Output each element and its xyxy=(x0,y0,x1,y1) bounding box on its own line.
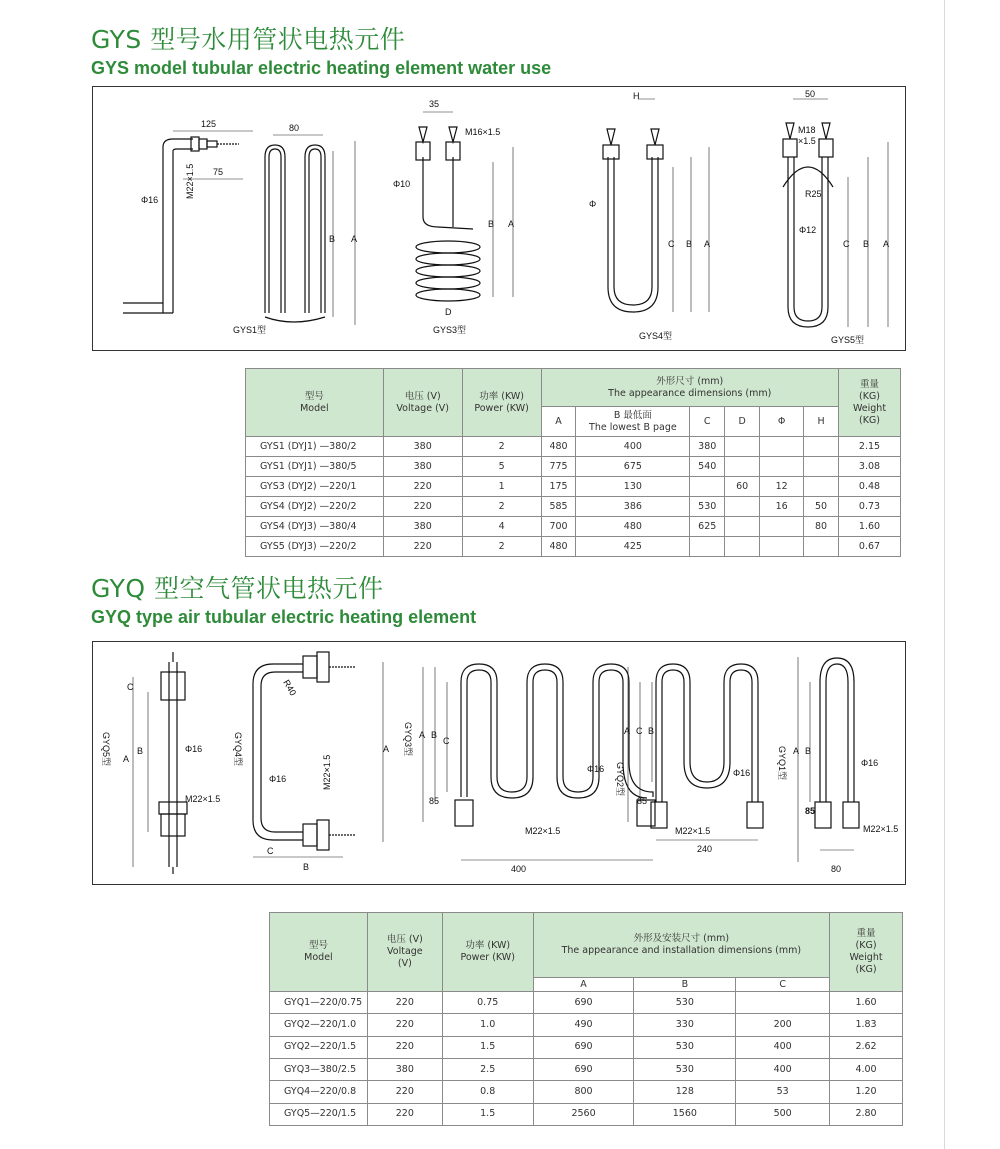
gyq-cell: 220 xyxy=(367,1081,442,1103)
dim-m22-gyq1: M22×1.5 xyxy=(863,824,899,834)
gys-title-en: GYS model tubular electric heating element water use xyxy=(91,58,552,78)
gys-cell: 130 xyxy=(576,477,690,497)
dim-r25: R25 xyxy=(805,189,822,199)
gys-cell xyxy=(725,457,760,477)
gyq-cell: 220 xyxy=(367,992,442,1014)
dim-phi16: Φ16 xyxy=(141,195,159,205)
caption-gyq4: GYQ4型 xyxy=(233,732,243,767)
gys-cell: 175 xyxy=(541,477,576,497)
gys-cell: GYS1 (DYJ1) —380/2 xyxy=(246,437,384,457)
dim-a-gyq5: A xyxy=(123,754,130,764)
gyq-cell: 1.60 xyxy=(830,992,903,1014)
gyq-cell: 690 xyxy=(533,1059,634,1081)
gys-cell: 3.08 xyxy=(839,457,901,477)
dim-85-gyq1: 85 xyxy=(805,806,816,816)
gyq-cell: 1.5 xyxy=(442,1036,533,1058)
dim-m22-gyq5: M22×1.5 xyxy=(185,794,221,804)
dim-b-gyq5: B xyxy=(137,746,144,756)
dim-phi16-gyq1: Φ16 xyxy=(861,758,879,768)
gyq-table-row xyxy=(270,1081,903,1103)
gys-cell: 5 xyxy=(462,457,541,477)
gys-cell xyxy=(760,517,804,537)
gys-table-row xyxy=(246,497,901,517)
gys-cell: 220 xyxy=(383,537,462,557)
dim-m22: M22×1.5 xyxy=(185,163,195,199)
gyq-title-en: GYQ type air tubular electric heating element xyxy=(91,607,477,627)
gys-cell xyxy=(804,457,839,477)
dim-b-gys1: B xyxy=(329,234,336,244)
dim-r40: R40 xyxy=(281,678,299,698)
gys-cell: 0.73 xyxy=(839,497,901,517)
gys-cell xyxy=(725,517,760,537)
dim-c-gys4: C xyxy=(668,239,675,249)
caption-gyq5: GYQ5型 xyxy=(101,732,111,767)
gys-cell: 2 xyxy=(462,497,541,517)
gyq-cell: 1.5 xyxy=(442,1103,533,1125)
dim-b-gys4: B xyxy=(686,239,693,249)
dim-phi16-gyq5: Φ16 xyxy=(185,744,203,754)
gys-cell: GYS3 (DYJ2) —220/1 xyxy=(246,477,384,497)
caption-gyq3: GYQ3型 xyxy=(403,722,413,757)
dim-a-gys1: A xyxy=(351,234,358,244)
dim-a-gyq3: A xyxy=(419,730,426,740)
gys-cell: 220 xyxy=(383,497,462,517)
gys-cell: 425 xyxy=(576,537,690,557)
gyq-cell: GYQ5—220/1.5 xyxy=(270,1103,368,1125)
gyq-cell: 690 xyxy=(533,1036,634,1058)
gyq-cell: 380 xyxy=(367,1059,442,1081)
dim-a-gyq4: A xyxy=(383,744,390,754)
gyq-cell: 530 xyxy=(634,1059,736,1081)
gys-cell: 625 xyxy=(690,517,725,537)
gys-cell: 60 xyxy=(725,477,760,497)
dim-125: 125 xyxy=(201,119,217,129)
dim-85-gyq2: 85 xyxy=(637,796,648,806)
gys-cell: 16 xyxy=(760,497,804,517)
gyq-table-row xyxy=(270,1059,903,1081)
caption-gys1: GYS1型 xyxy=(233,325,267,335)
dim-b-gyq3: B xyxy=(431,730,438,740)
gyq-cell: 0.75 xyxy=(442,992,533,1014)
gys-cell: 380 xyxy=(383,517,462,537)
gys-table-row xyxy=(246,477,901,497)
gyq-table-row xyxy=(270,1014,903,1036)
dim-b-gyq1: B xyxy=(805,746,812,756)
gyq-cell: 800 xyxy=(533,1081,634,1103)
gys-cell: GYS4 (DYJ2) —220/2 xyxy=(246,497,384,517)
gys-spec-table xyxy=(245,368,901,557)
gyq-cell: 1.20 xyxy=(830,1081,903,1103)
gys-cell xyxy=(804,477,839,497)
gyq-header-power: 功率 (KW) Power (KW) xyxy=(442,913,533,992)
gys-drawings xyxy=(93,87,905,350)
gyq-cell: 500 xyxy=(736,1103,830,1125)
dim-phi12: Φ12 xyxy=(799,225,817,235)
gys-cell: 380 xyxy=(383,457,462,477)
gys-cell xyxy=(690,477,725,497)
gyq-header-voltage: 电压 (V) Voltage (V) xyxy=(367,913,442,992)
gyq-cell: 330 xyxy=(634,1014,736,1036)
gys-cell xyxy=(725,437,760,457)
gyq-cell: 220 xyxy=(367,1103,442,1125)
gyq-cell: 1.0 xyxy=(442,1014,533,1036)
gyq-header-weight: 重量 (KG) Weight (KG) xyxy=(830,913,903,992)
gyq-cell: 690 xyxy=(533,992,634,1014)
gys-cell: 220 xyxy=(383,477,462,497)
gyq-cell: 530 xyxy=(634,1036,736,1058)
dim-50: 50 xyxy=(805,89,816,99)
dim-85-gyq3: 85 xyxy=(429,796,440,806)
dim-a-gyq1: A xyxy=(793,746,800,756)
dim-phi-gys4: Φ xyxy=(589,199,597,209)
gys-cell: 1 xyxy=(462,477,541,497)
dim-c-gyq3: C xyxy=(443,736,450,746)
gyq-table-row xyxy=(270,1036,903,1058)
gyq-sub-a: A xyxy=(533,977,634,991)
gys-cell: 585 xyxy=(541,497,576,517)
gys-cell xyxy=(760,437,804,457)
gyq-cell: 4.00 xyxy=(830,1059,903,1081)
dim-m18-b: ×1.5 xyxy=(798,136,816,146)
gyq-cell: 220 xyxy=(367,1014,442,1036)
gyq-cell: 128 xyxy=(634,1081,736,1103)
dim-b-gyq2: B xyxy=(648,726,655,736)
dim-35: 35 xyxy=(429,99,440,109)
gyq-cell: GYQ4—220/0.8 xyxy=(270,1081,368,1103)
dim-m22-gyq2: M22×1.5 xyxy=(675,826,711,836)
gyq-cell: 2560 xyxy=(533,1103,634,1125)
gys-cell: 0.67 xyxy=(839,537,901,557)
gyq-cell: 200 xyxy=(736,1014,830,1036)
dim-b-gyq4: B xyxy=(303,862,310,872)
gys-cell: 2 xyxy=(462,537,541,557)
gys-cell xyxy=(690,537,725,557)
gys-cell: 2 xyxy=(462,437,541,457)
gys-header-weight: 重量 (KG) Weight (KG) xyxy=(839,369,901,437)
gys-header-voltage: 电压 (V) Voltage (V) xyxy=(383,369,462,437)
gys-cell: 1.60 xyxy=(839,517,901,537)
gyq-cell: 1.83 xyxy=(830,1014,903,1036)
dim-m16: M16×1.5 xyxy=(465,127,501,137)
gys-header-model: 型号 Model xyxy=(246,369,384,437)
gys-table-row xyxy=(246,437,901,457)
gys-cell xyxy=(760,537,804,557)
gys-cell: 480 xyxy=(541,437,576,457)
gyq-cell: 400 xyxy=(736,1059,830,1081)
gys-cell: GYS5 (DYJ3) —220/2 xyxy=(246,537,384,557)
dim-c-gyq4: C xyxy=(267,846,274,856)
gys-cell: 380 xyxy=(383,437,462,457)
dim-phi16-gyq4: Φ16 xyxy=(269,774,287,784)
dim-a-gyq2: A xyxy=(624,726,631,736)
page-divider-line xyxy=(944,0,945,1149)
gys-title-cn: GYS 型号水用管状电热元件 xyxy=(91,25,406,54)
gyq-cell: 490 xyxy=(533,1014,634,1036)
dim-m22-gyq3: M22×1.5 xyxy=(525,826,561,836)
gyq-table-row xyxy=(270,1103,903,1125)
gyq-header-dimensions: 外形及安装尺寸 (mm) The appearance and installation dimensions (mm) xyxy=(533,913,829,978)
gys-header-dimensions: 外形尺寸 (mm) The appearance dimensions (mm) xyxy=(541,369,838,407)
gyq-drawing-panel xyxy=(92,641,906,885)
dim-h: H xyxy=(633,91,640,101)
gys-cell: 2.15 xyxy=(839,437,901,457)
dim-80-gyq1: 80 xyxy=(831,864,842,874)
dim-80: 80 xyxy=(289,123,300,133)
gys-cell: 480 xyxy=(541,537,576,557)
dim-a-gys3: A xyxy=(508,219,515,229)
gys-cell: 480 xyxy=(576,517,690,537)
gyq-cell: GYQ1—220/0.75 xyxy=(270,992,368,1014)
gys-cell: 4 xyxy=(462,517,541,537)
dim-b-gys3: B xyxy=(488,219,495,229)
gys-table-row xyxy=(246,457,901,477)
gys-cell: 12 xyxy=(760,477,804,497)
caption-gyq2: GYQ2型 xyxy=(615,762,625,797)
gys-sub-b: B 最低面 The lowest B page xyxy=(576,407,690,437)
gyq-cell xyxy=(736,992,830,1014)
gys-cell: 530 xyxy=(690,497,725,517)
gyq-cell: GYQ3—380/2.5 xyxy=(270,1059,368,1081)
gys-cell xyxy=(804,437,839,457)
gyq-drawings xyxy=(93,642,905,884)
gys-cell: 386 xyxy=(576,497,690,517)
gyq-sub-b: B xyxy=(634,977,736,991)
gys-drawing-panel xyxy=(92,86,906,351)
gys-cell: 0.48 xyxy=(839,477,901,497)
gyq-cell: 220 xyxy=(367,1036,442,1058)
gyq-cell: 2.80 xyxy=(830,1103,903,1125)
gys-cell xyxy=(804,537,839,557)
caption-gys4: GYS4型 xyxy=(639,331,673,341)
gyq-cell: GYQ2—220/1.5 xyxy=(270,1036,368,1058)
gys-cell: GYS4 (DYJ3) —380/4 xyxy=(246,517,384,537)
gys-cell: 400 xyxy=(576,437,690,457)
caption-gyq1: GYQ1型 xyxy=(777,746,787,781)
gys-cell xyxy=(725,497,760,517)
gys-cell: 540 xyxy=(690,457,725,477)
gys-cell: 675 xyxy=(576,457,690,477)
dim-m22-gyq4: M22×1.5 xyxy=(322,754,332,790)
dim-b-gys5: B xyxy=(863,239,870,249)
gys-cell: 775 xyxy=(541,457,576,477)
gyq-table-row xyxy=(270,992,903,1014)
gyq-cell: 530 xyxy=(634,992,736,1014)
gyq-spec-table xyxy=(269,912,903,1126)
gys-cell xyxy=(760,457,804,477)
gyq-cell: 400 xyxy=(736,1036,830,1058)
gys-sub-phi: Φ xyxy=(760,407,804,437)
gyq-cell: 1560 xyxy=(634,1103,736,1125)
gys-cell: 700 xyxy=(541,517,576,537)
gys-table-row xyxy=(246,517,901,537)
dim-phi16-gyq2: Φ16 xyxy=(733,768,751,778)
gyq-cell: 53 xyxy=(736,1081,830,1103)
dim-phi10: Φ10 xyxy=(393,179,411,189)
gys-cell xyxy=(725,537,760,557)
dim-m18: M18 xyxy=(798,125,816,135)
dim-400: 400 xyxy=(511,864,527,874)
dim-a-gys4: A xyxy=(704,239,711,249)
dim-240: 240 xyxy=(697,844,713,854)
gys-cell: GYS1 (DYJ1) —380/5 xyxy=(246,457,384,477)
gys-cell: 80 xyxy=(804,517,839,537)
gys-sub-d: D xyxy=(725,407,760,437)
gys-table-row xyxy=(246,537,901,557)
gys-cell: 380 xyxy=(690,437,725,457)
dim-75: 75 xyxy=(213,167,224,177)
dim-d-gys3: D xyxy=(445,307,452,317)
caption-gys3: GYS3型 xyxy=(433,325,467,335)
gys-sub-a: A xyxy=(541,407,576,437)
gyq-sub-c: C xyxy=(736,977,830,991)
gys-sub-h: H xyxy=(804,407,839,437)
gys-header-power: 功率 (KW) Power (KW) xyxy=(462,369,541,437)
gyq-title-cn: GYQ 型空气管状电热元件 xyxy=(91,574,384,603)
gyq-header-model: 型号 Model xyxy=(270,913,368,992)
gyq-cell: 2.62 xyxy=(830,1036,903,1058)
gyq-cell: 0.8 xyxy=(442,1081,533,1103)
gyq-cell: 2.5 xyxy=(442,1059,533,1081)
dim-c-gys5: C xyxy=(843,239,850,249)
gys-cell: 50 xyxy=(804,497,839,517)
gyq-cell: GYQ2—220/1.0 xyxy=(270,1014,368,1036)
caption-gys5: GYS5型 xyxy=(831,335,865,345)
dim-a-gys5: A xyxy=(883,239,890,249)
dim-c-gyq5: C xyxy=(127,682,134,692)
dim-c-gyq2: C xyxy=(636,726,643,736)
dim-phi16-gyq3: Φ16 xyxy=(587,764,605,774)
gys-sub-c: C xyxy=(690,407,725,437)
